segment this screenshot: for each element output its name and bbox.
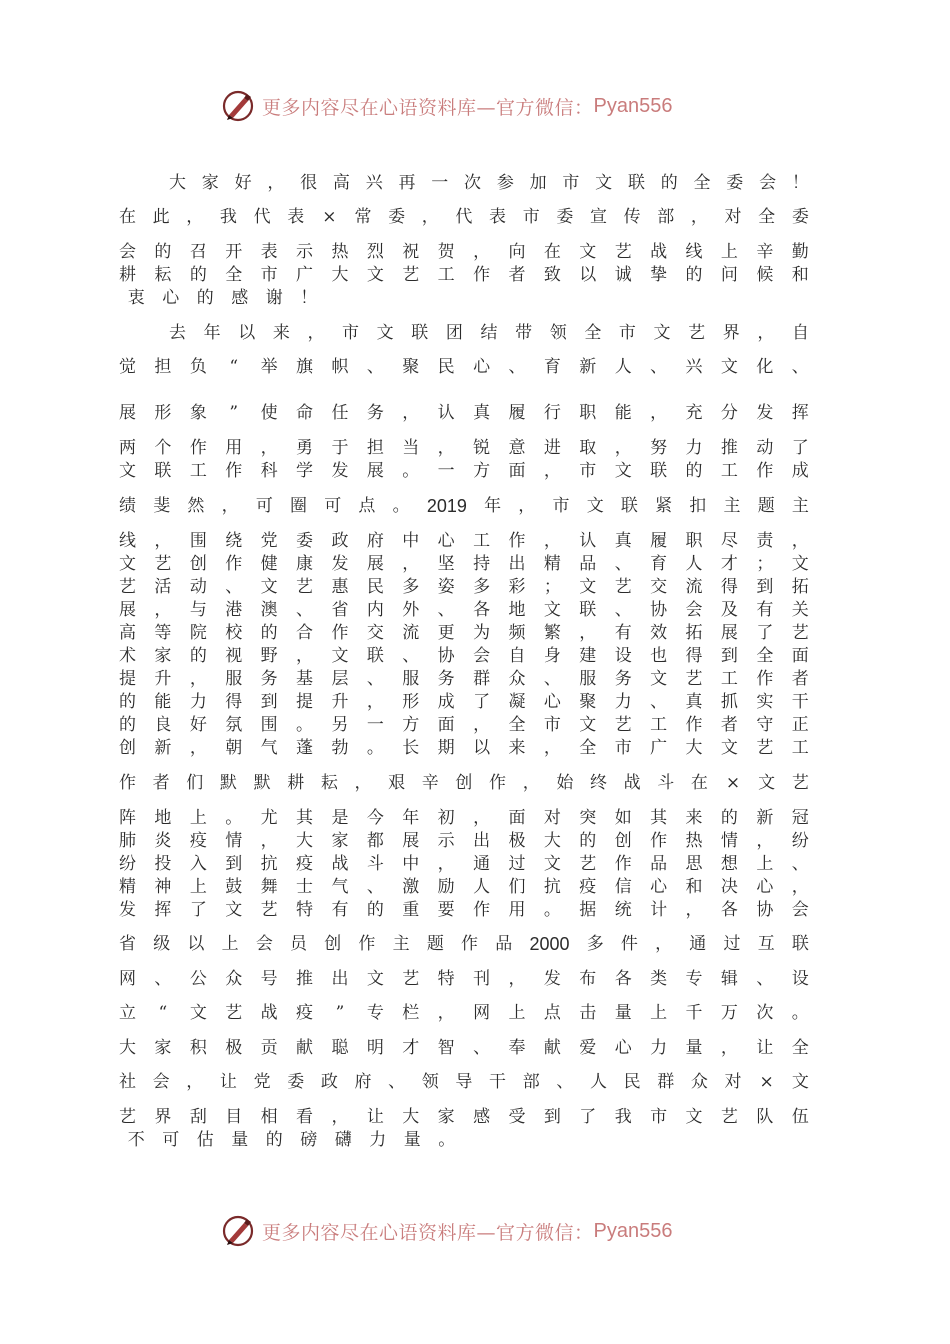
text-line: 术 家 的 视 野 ， 文 联 、 协 会 自 身 建 设 也 得 到 全 面 (119, 646, 809, 666)
text-line: 大 家 好 ， 很 高 兴 再 一 次 参 加 市 文 联 的 全 委 会 ！ (169, 173, 809, 193)
text-line: 提 升 ， 服 务 基 层 、 服 务 群 众 、 服 务 文 艺 工 作 者 (119, 669, 809, 689)
text-line: 不 可 估 量 的 磅 礴 力 量 。 (127, 1130, 456, 1150)
banner-text: 更多内容尽在心语资料库—官方微信： (262, 96, 594, 119)
text-line: 觉 担 负 “ 举 旗 帜 、 聚 民 心 、 育 新 人 、 兴 文 化 、 (119, 357, 809, 377)
text-line: 艺 界 刮 目 相 看 ， 让 大 家 感 受 到 了 我 市 文 艺 队 伍 (119, 1107, 809, 1127)
header-banner (220, 86, 740, 126)
text-line: 高 等 院 校 的 合 作 交 流 更 为 频 繁 ， 有 效 拓 展 了 艺 (119, 623, 809, 643)
text-line: 社 会 ， 让 党 委 政 府 、 领 导 干 部 、 人 民 群 众 对 × 文 (119, 1072, 809, 1092)
footer-banner (220, 1211, 740, 1251)
banner-text: 更多内容尽在心语资料库—官方微信： (262, 1221, 594, 1244)
text-line: 精 神 上 鼓 舞 士 气 、 激 励 人 们 抗 疫 信 心 和 决 心 ， (119, 877, 809, 897)
text-line: 衷 心 的 感 谢 ！ (127, 288, 318, 308)
text-line: 绩 斐 然 ， 可 圈 可 点 。 2019 年 ， 市 文 联 紧 扣 主 题 主 (119, 496, 809, 516)
banner-wechat-id: Pyan556 (593, 1219, 673, 1242)
text-line: 展 形 象 ” 使 命 任 务 ， 认 真 履 行 职 能 ， 充 分 发 挥 (119, 403, 809, 423)
text-line: 在 此 ， 我 代 表 × 常 委 ， 代 表 市 委 宣 传 部 ， 对 全 委 (119, 207, 809, 227)
text-line: 作 者 们 默 默 耕 耘 ， 艰 辛 创 作 ， 始 终 战 斗 在 × 文 艺 (119, 773, 809, 793)
text-line: 纷 投 入 到 抗 疫 战 斗 中 ， 通 过 文 艺 作 品 思 想 上 、 (119, 854, 809, 874)
text-line: 肺 炎 疫 情 ， 大 家 都 展 示 出 极 大 的 创 作 热 情 ， 纷 (119, 831, 809, 851)
text-line: 立 “ 文 艺 战 疫 ” 专 栏 ， 网 上 点 击 量 上 千 万 次 。 (119, 1003, 809, 1023)
pen-logo-icon (220, 88, 256, 124)
text-line: 省 级 以 上 会 员 创 作 主 题 作 品 2000 多 件 ， 通 过 互 联 (119, 934, 809, 954)
text-line: 去 年 以 来 ， 市 文 联 团 结 带 领 全 市 文 艺 界 ， 自 (169, 323, 809, 343)
text-line: 文 联 工 作 科 学 发 展 。 一 方 面 ， 市 文 联 的 工 作 成 (119, 461, 809, 481)
text-line: 的 能 力 得 到 提 升 ， 形 成 了 凝 心 聚 力 、 真 抓 实 干 (119, 692, 809, 712)
text-line: 阵 地 上 。 尤 其 是 今 年 初 ， 面 对 突 如 其 来 的 新 冠 (119, 808, 809, 828)
text-line: 大 家 积 极 贡 献 聪 明 才 智 、 奉 献 爱 心 力 量 ， 让 全 (119, 1038, 809, 1058)
text-line: 线 ， 围 绕 党 委 政 府 中 心 工 作 ， 认 真 履 职 尽 责 ， (119, 531, 809, 551)
pen-logo-icon (220, 1213, 256, 1249)
text-line: 耕 耘 的 全 市 广 大 文 艺 工 作 者 致 以 诚 挚 的 问 候 和 (119, 265, 809, 285)
text-line: 网 、 公 众 号 推 出 文 艺 特 刊 ， 发 布 各 类 专 辑 、 设 (119, 969, 809, 989)
text-line: 的 良 好 氛 围 。 另 一 方 面 ， 全 市 文 艺 工 作 者 守 正 (119, 715, 809, 735)
text-line: 两 个 作 用 ， 勇 于 担 当 ， 锐 意 进 取 ， 努 力 推 动 了 (119, 438, 809, 458)
banner-wechat-id: Pyan556 (593, 94, 673, 117)
text-line: 艺 活 动 、 文 艺 惠 民 多 姿 多 彩 ； 文 艺 交 流 得 到 拓 (119, 577, 809, 597)
text-line: 展 ， 与 港 澳 、 省 内 外 、 各 地 文 联 、 协 会 及 有 关 (119, 600, 809, 620)
text-line: 文 艺 创 作 健 康 发 展 ， 坚 持 出 精 品 、 育 人 才 ； 文 (119, 554, 809, 574)
text-line: 会 的 召 开 表 示 热 烈 祝 贺 ， 向 在 文 艺 战 线 上 辛 勤 (119, 242, 809, 262)
text-line: 发 挥 了 文 艺 特 有 的 重 要 作 用 。 据 统 计 ， 各 协 会 (119, 900, 809, 920)
text-line: 创 新 ， 朝 气 蓬 勃 。 长 期 以 来 ， 全 市 广 大 文 艺 工 (119, 738, 809, 758)
